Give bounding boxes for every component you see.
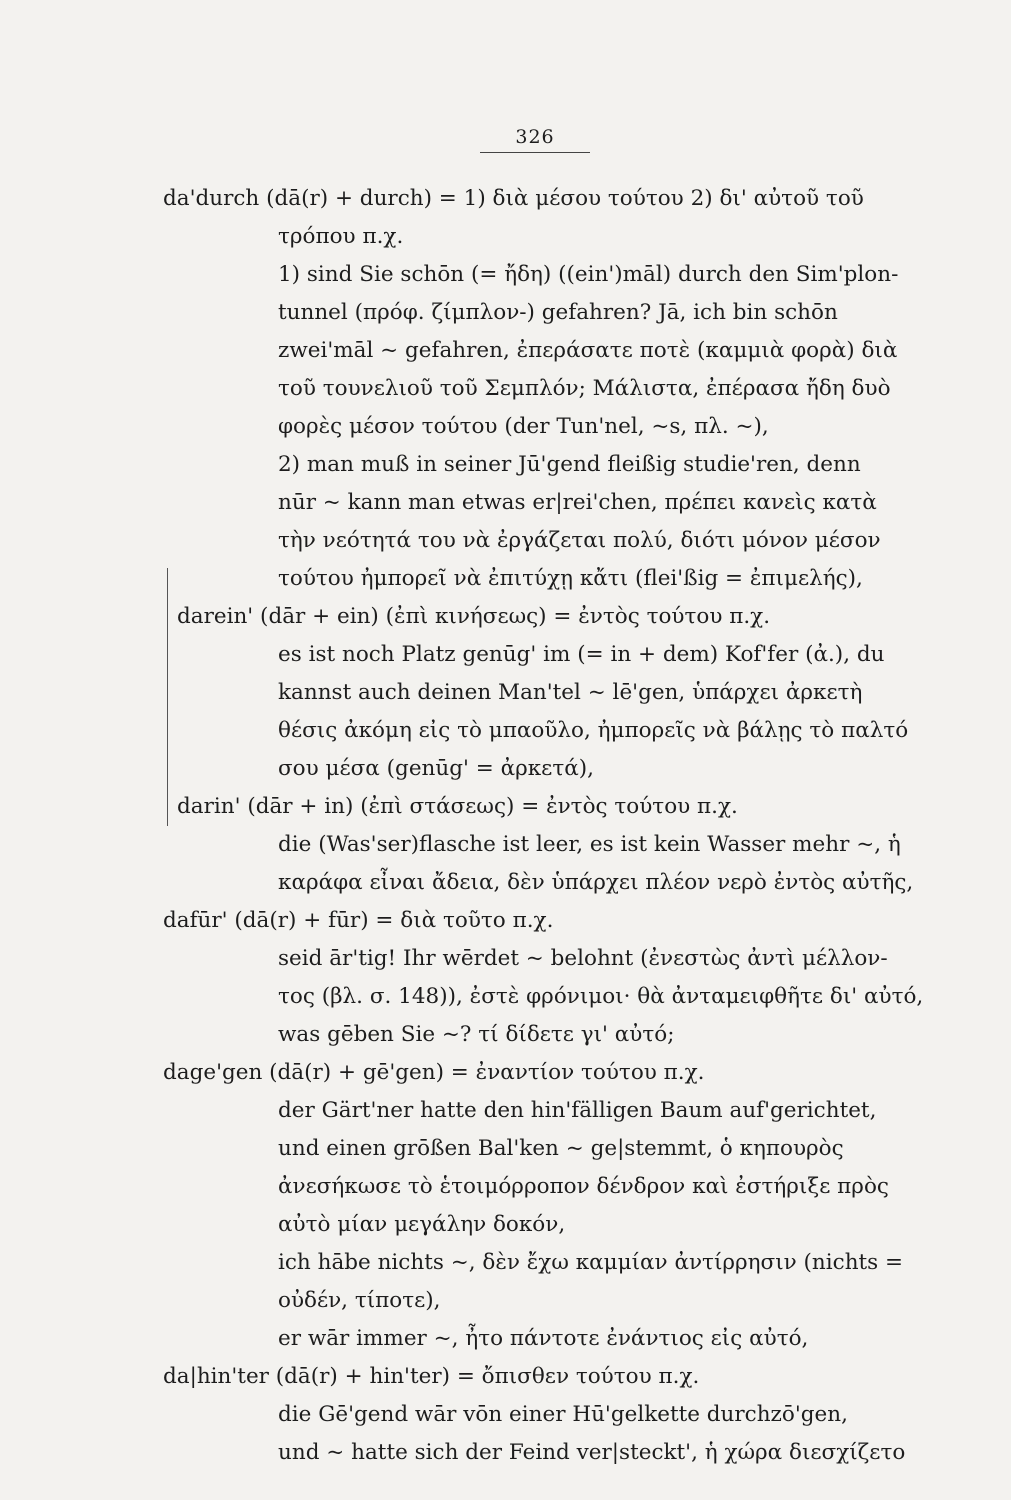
text-line: τούτου ἠμπορεῖ νὰ ἐπιτύχῃ κἄτι (flei'ßig = ἐπιμελής),	[278, 566, 863, 591]
entry-headword-line: da|hin'ter (dā(r) + hin'ter) = ὄπισθεν τούτου π.χ.	[163, 1364, 700, 1389]
text-line: und ~ hatte sich der Feind ver|steckt', ἡ χώρα διεσχίζετο	[278, 1440, 906, 1465]
text-line: 1) sind Sie schōn (= ἤδη) ((ein')māl) durch den Sim'plon-	[278, 262, 899, 287]
text-line: zwei'māl ~ gefahren, ἐπεράσατε ποτὲ (καμμιὰ φορὰ) διὰ	[278, 338, 898, 363]
text-line: tunnel (πρόφ. ζίμπλον-) gefahren? Jā, ich bin schōn	[278, 300, 838, 325]
text-line: ἀνεσήκωσε τὸ ἑτοιμόρροπον δένδρον καὶ ἐστήριξε πρὸς	[278, 1174, 889, 1199]
text-line: was gēben Sie ~? τί δίδετε γι' αὐτό;	[278, 1022, 675, 1047]
text-line: τὴν νεότητά του νὰ ἐργάζεται πολύ, διότι μόνον μέσον	[278, 528, 881, 553]
text-line: die (Was'ser)flasche ist leer, es ist kein Wasser mehr ~, ἡ	[278, 832, 901, 857]
text-line: der Gärt'ner hatte den hin'fälligen Baum auf'gerichtet,	[278, 1098, 877, 1123]
text-line: seid ār'tig! Ihr wērdet ~ belohnt (ἐνεστὼς ἀντὶ μέλλον-	[278, 946, 888, 971]
text-line: αὐτὸ μίαν μεγάλην δοκόν,	[278, 1212, 566, 1237]
entry-headword-line: dafūr' (dā(r) + fūr) = διὰ τοῦτο π.χ.	[163, 908, 554, 933]
entry-headword-line: dage'gen (dā(r) + gē'gen) = ἐναντίον τούτου π.χ.	[163, 1060, 705, 1085]
text-line: die Gē'gend wār vōn einer Hū'gelkette durchzō'gen,	[278, 1402, 848, 1427]
text-line: kannst auch deinen Man'tel ~ lē'gen, ὑπάρχει ἀρκετὴ	[278, 680, 863, 705]
text-line: οὐδέν, τίποτε),	[278, 1288, 441, 1313]
page-number: 326	[480, 126, 590, 153]
text-line: τοῦ τουνελιοῦ τοῦ Σεμπλόν; Μάλιστα, ἐπέρασα ἤδη δυὸ	[278, 376, 891, 401]
text-line: καράφα εἶναι ἄδεια, δὲν ὑπάρχει πλέον νερὸ ἐντὸς αὐτῆς,	[278, 870, 914, 895]
margin-bar	[167, 568, 168, 826]
entry-headword-line: darin' (dār + in) (ἐπὶ στάσεως) = ἐντὸς τούτου π.χ.	[177, 794, 738, 819]
text-line: nūr ~ kann man etwas er|rei'chen, πρέπει κανεὶς κατὰ	[278, 490, 877, 515]
text-line: 2) man muß in seiner Jū'gend fleißig studie'ren, denn	[278, 452, 861, 477]
entry-headword-line: da'durch (dā(r) + durch) = 1) διὰ μέσου τούτου 2) δι' αὐτοῦ τοῦ	[163, 186, 864, 211]
text-line: es ist noch Platz genūg' im (= in + dem) Kof'fer (ἀ.), du	[278, 642, 885, 667]
text-line: θέσις ἀκόμη εἰς τὸ μπαοῦλο, ἠμπορεῖς νὰ βάλῃς τὸ παλτό	[278, 718, 909, 743]
text-line: φορὲς μέσον τούτου (der Tun'nel, ~s, πλ. ~),	[278, 414, 769, 439]
text-line: und einen grōßen Bal'ken ~ ge|stemmt, ὁ κηπουρὸς	[278, 1136, 844, 1161]
text-line: τος (βλ. σ. 148)), ἐστὲ φρόνιμοι· θὰ ἀνταμειφθῆτε δι' αὐτό,	[278, 984, 924, 1009]
text-line: σου μέσα (genūg' = ἀρκετά),	[278, 756, 594, 781]
text-line: τρόπου π.χ.	[278, 224, 404, 249]
text-line: ich hābe nichts ~, δὲν ἔχω καμμίαν ἀντίρρησιν (nichts =	[278, 1250, 904, 1275]
entry-headword-line: darein' (dār + ein) (ἐπὶ κινήσεως) = ἐντὸς τούτου π.χ.	[177, 604, 771, 629]
text-line: er wār immer ~, ἦτο πάντοτε ἐνάντιος εἰς αὐτό,	[278, 1326, 809, 1351]
